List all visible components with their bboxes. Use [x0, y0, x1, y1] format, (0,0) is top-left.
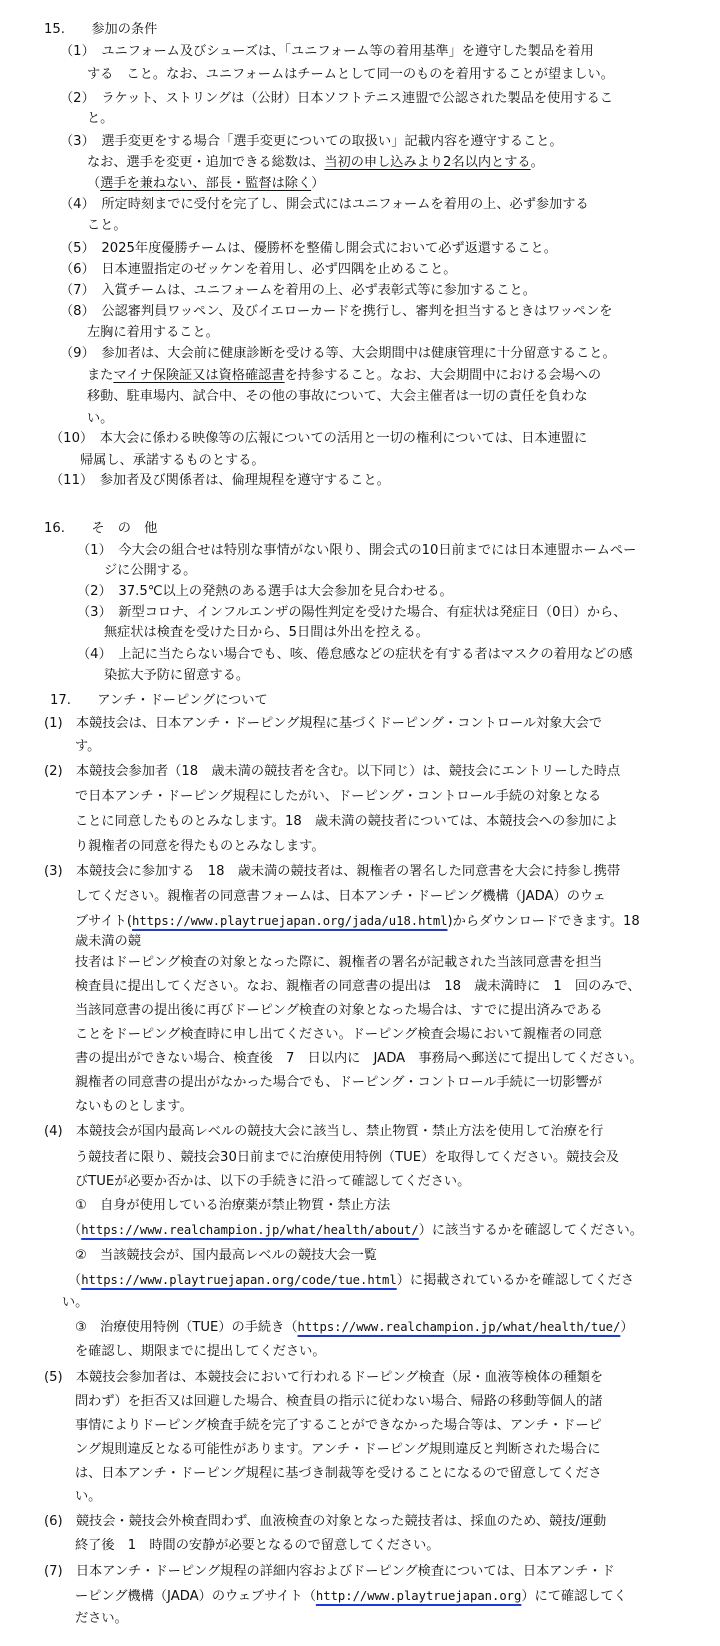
text-span: （3） 新型コロナ、インフルエンザの陽性判定を受けた場合、有症状は発症日（0日）から、 [77, 605, 627, 620]
text-line [104, 664, 249, 688]
text-span: (7) 日本アンチ・ドーピング規程の詳細内容およびドーピング検査については、日本アンチ・ド [44, 1564, 615, 1579]
text-span: する こと。なお、ユニフォームはチームとして同一のものを着用することが望ましい。 [87, 67, 614, 82]
text-span: ング規則違反となる可能性があります。アンチ・ドーピング規則違反と判断された場合に [75, 1442, 601, 1457]
text-span: ） [311, 176, 325, 191]
underlined-text: 当初の申し込みより2名以内とする [324, 155, 531, 170]
text-span: 歳未満の競 [75, 934, 141, 949]
text-span: 書の提出ができない場合、検査後 7 日以内に JADA 事務局へ郵送にて提出してください。 [75, 1051, 643, 1066]
text-line [87, 385, 588, 409]
text-line [44, 1366, 603, 1390]
text-span: こと。 [87, 218, 127, 233]
text-line [75, 999, 603, 1023]
text-line [50, 469, 390, 493]
text-span: 終了後 1 時間の安静が必要となるので留意してください。 [75, 1538, 440, 1553]
text-span: ジに公開する。 [104, 563, 197, 578]
text-span: す。 [75, 739, 101, 754]
text-line [60, 342, 616, 366]
text-span: ことをドーピング検査時に申し出てください。ドーピング検査会場において親権者の同意 [75, 1027, 602, 1042]
text-line [75, 1584, 627, 1609]
text-span: ないものとします。 [75, 1099, 193, 1114]
text-span: 。 [530, 155, 544, 170]
text-line [75, 810, 618, 834]
text-line [75, 1438, 600, 1462]
underlined-text: マイナ保険証又は資格確認書 [113, 368, 285, 383]
url-link[interactable]: https://www.playtruejapan.org/jada/u18.html [131, 914, 448, 928]
text-span: 17. アンチ・ドーピングについて [50, 693, 268, 708]
text-span: （9） 参加者は、大会前に健康診断を受ける等、大会期間中は健康管理に十分留意すること。 [60, 346, 616, 361]
text-line [75, 735, 100, 759]
text-span: ブサイト( [75, 914, 132, 929]
text-span: (2) 本競技会参加者（18 歳未満の競技者を含む。以下同じ）は、競技会にエントリーした時点 [44, 764, 621, 779]
text-line [75, 1023, 602, 1047]
text-line [75, 1485, 101, 1509]
text-line [44, 760, 620, 784]
text-line [50, 427, 587, 451]
text-span: ）にて確認してく [521, 1589, 627, 1604]
text-span: なお、選手を変更・追加できる総数は、 [87, 155, 325, 170]
text-span: り親権者の同意を得たものとみなします。 [75, 839, 325, 854]
text-span: （4） 所定時刻までに受付を完了し、開会式にはユニフォームを着用の上、必ず参加する [60, 197, 589, 212]
url-link[interactable]: https://www.realchampion.jp/what/health/about/ [81, 1223, 419, 1237]
text-line [75, 1534, 439, 1558]
text-line [75, 951, 602, 975]
text-line [60, 87, 613, 111]
text-span: また [87, 368, 114, 383]
text-line [75, 1095, 193, 1119]
text-span: (4) 本競技会が国内最高レベルの競技大会に該当し、禁止物質・禁止方法を使用して治療を行 [44, 1124, 604, 1139]
text-line [68, 1268, 634, 1293]
text-span: 問わず）を拒否又は回避した場合、検査員の指示に従わない場合、帰路の移動等個人的諸 [75, 1394, 603, 1409]
text-span: (3) 本競技会に参加する 18 歳未満の競技者は、親権者の署名した同意書を大会に持参し携帯 [44, 864, 621, 879]
text-line [75, 1462, 602, 1486]
text-line [75, 1340, 326, 1364]
text-span: （7） 入賞チームは、ユニフォームを着用の上、必ず表彰式等に参加すること。 [60, 283, 536, 298]
text-line [75, 1071, 602, 1095]
text-span: （1） 今大会の組合せは特別な事情がない限り、開会式の10日前までには日本連盟ホームペー [77, 543, 637, 558]
text-span: (5) 本競技会参加者は、本競技会において行われるドーピング検査（尿・血液等検体の種類を [44, 1370, 604, 1385]
text-line [75, 1414, 602, 1438]
section-heading [50, 689, 268, 713]
text-span: （ [87, 176, 101, 191]
underlined-text: 選手を兼ねない、部長・監督は除く [100, 176, 312, 191]
text-span: ① 自身が使用している治療薬が禁止物質・禁止方法 [75, 1198, 391, 1213]
text-span: 15. 参加の条件 [44, 22, 158, 37]
text-span: （4） 上記に当たらない場合でも、咳、倦怠感などの症状を有する者はマスクの着用などの感 [77, 647, 633, 662]
text-span: 検査員に提出してください。なお、親権者の同意書の提出は 18 歳未満時に 1 回のみで、 [75, 979, 641, 994]
text-span: い。 [62, 1295, 89, 1310]
text-span: ださい。 [75, 1611, 128, 1626]
text-span: 移動、駐車場内、試合中、その他の事故について、大会主催者は一切の責任を負わな [87, 389, 588, 404]
text-line [75, 909, 640, 934]
text-line [87, 63, 614, 87]
text-span: ーピング機構（JADA）のウェブサイト（ [75, 1589, 316, 1604]
text-line [75, 835, 325, 859]
text-line [87, 214, 127, 238]
text-span: ③ 治療使用特例（TUE）の手続き（ [75, 1320, 298, 1335]
text-span: （2） 37.5℃以上の発熱のある選手は大会参加を見合わせる。 [77, 584, 453, 599]
text-span: う競技者に限り、競技会30日前までに治療使用特例（TUE）を取得してください。競技会及 [75, 1150, 619, 1165]
text-span: (6) 競技会・競技会外検査問わず、血液検査の対象となった競技者は、採血のため、競技/運動 [44, 1514, 607, 1529]
text-line [75, 1194, 390, 1218]
text-span: ）に該当するかを確認してください。 [418, 1223, 643, 1238]
text-line [75, 1390, 603, 1414]
text-line [44, 1510, 606, 1534]
text-line [75, 785, 601, 809]
text-span: （8） 公認審判員ワッペン、及びイエローカードを携行し、審判を担当するときはワッペンを [60, 304, 613, 319]
text-span: してください。親権者の同意書フォームは、日本アンチ・ドーピング機構（JADA）のウェ [75, 889, 606, 904]
text-span: （5） 2025年度優勝チームは、優勝杯を整備し開会式において必ず返還すること。 [60, 241, 557, 256]
text-line [75, 885, 606, 909]
text-span: （2） ラケット、ストリングは（公財）日本ソフトテニス連盟で公認された製品を使用するこ [60, 91, 614, 106]
text-span: （ [68, 1273, 82, 1288]
text-span: （10） 本大会に係わる映像等の広報についての活用と一切の権利については、日本連盟に [50, 431, 588, 446]
text-span: は、日本アンチ・ドーピング規程に基づき制裁等を受けることになるので留意してくださ [75, 1466, 602, 1481]
text-line [75, 1315, 634, 1340]
text-span: い。 [87, 411, 114, 426]
text-span: 事情によりドーピング検査手続を完了することができなかった場合等は、アンチ・ドーピ [75, 1418, 602, 1433]
text-span: びTUEが必要か否かは、以下の手続きに沿って確認してください。 [75, 1174, 471, 1189]
text-span: 16. そ の 他 [44, 521, 158, 536]
text-line [60, 40, 594, 64]
text-line [44, 1560, 615, 1584]
text-line [75, 1244, 377, 1268]
text-line [68, 1218, 643, 1243]
text-span: ② 当該競技会が、国内最高レベルの競技大会一覧 [75, 1248, 377, 1263]
text-line [44, 1120, 603, 1144]
text-line [62, 1291, 88, 1315]
url-link[interactable]: http://www.playtruejapan.org [315, 1589, 522, 1603]
text-span: 当該同意書の提出後に再びドーピング検査の対象となった場合は、すでに提出済みである [75, 1003, 603, 1018]
text-line [75, 1607, 128, 1631]
text-span: を持参すること。なお、大会期間中における会場への [284, 368, 602, 383]
text-line [75, 1146, 619, 1170]
text-span: （1） ユニフォーム及びシューズは、「ユニフォーム等の着用基準」を遵守した製品を着用 [60, 44, 594, 59]
text-span: )からダウンロードできます。18 [447, 914, 640, 929]
text-span: 左胸に着用すること。 [87, 325, 219, 340]
text-span: と。 [87, 111, 114, 126]
url-link[interactable]: https://www.realchampion.jp/what/health/tue/ [297, 1320, 621, 1334]
text-span: ）に掲載されているかを確認してくださ [396, 1273, 635, 1288]
text-span: い。 [75, 1489, 102, 1504]
text-line [44, 712, 602, 736]
text-span: ことに同意したものとみなします。18 歳未満の競技者については、本競技会への参加によ [75, 814, 618, 829]
text-span: （6） 日本連盟指定のゼッケンを着用し、必ず四隅を止めること。 [60, 262, 457, 277]
text-line [87, 107, 113, 131]
text-span: 染拡大予防に留意する。 [104, 668, 250, 683]
text-span: 技者はドーピング検査の対象となった際に、親権者の署名が記載された当該同意書を担当 [75, 955, 603, 970]
section-heading [44, 517, 157, 541]
text-span: 帰属し、承諾するものとする。 [80, 453, 265, 468]
text-line [60, 193, 589, 217]
text-span: （11） 参加者及び関係者は、倫理規程を遵守すること。 [50, 473, 390, 488]
text-line [75, 975, 641, 999]
text-span: ） [620, 1320, 634, 1335]
text-line [75, 1170, 470, 1194]
text-span: （3） 選手変更をする場合「選手変更についての取扱い」記載内容を遵守すること。 [60, 134, 563, 149]
section-heading [44, 18, 157, 42]
text-span: （ [68, 1223, 82, 1238]
text-span: (1) 本競技会は、日本アンチ・ドーピング規程に基づくドーピング・コントロール対象大会で [44, 716, 603, 731]
text-line [44, 860, 620, 884]
text-span: 無症状は検査を受けた日から、5日間は外出を控える。 [104, 625, 429, 640]
text-span: 親権者の同意書の提出がなかった場合でも、ドーピング・コントロール手続に一切影響が [75, 1075, 602, 1090]
url-link[interactable]: https://www.playtruejapan.org/code/tue.html [81, 1273, 397, 1287]
text-span: で日本アンチ・ドーピング規程にしたがい、ドーピング・コントロール手続の対象となる [75, 789, 602, 804]
text-line [104, 621, 429, 645]
text-span: を確認し、期限までに提出してください。 [75, 1344, 326, 1359]
text-line [75, 1047, 643, 1071]
